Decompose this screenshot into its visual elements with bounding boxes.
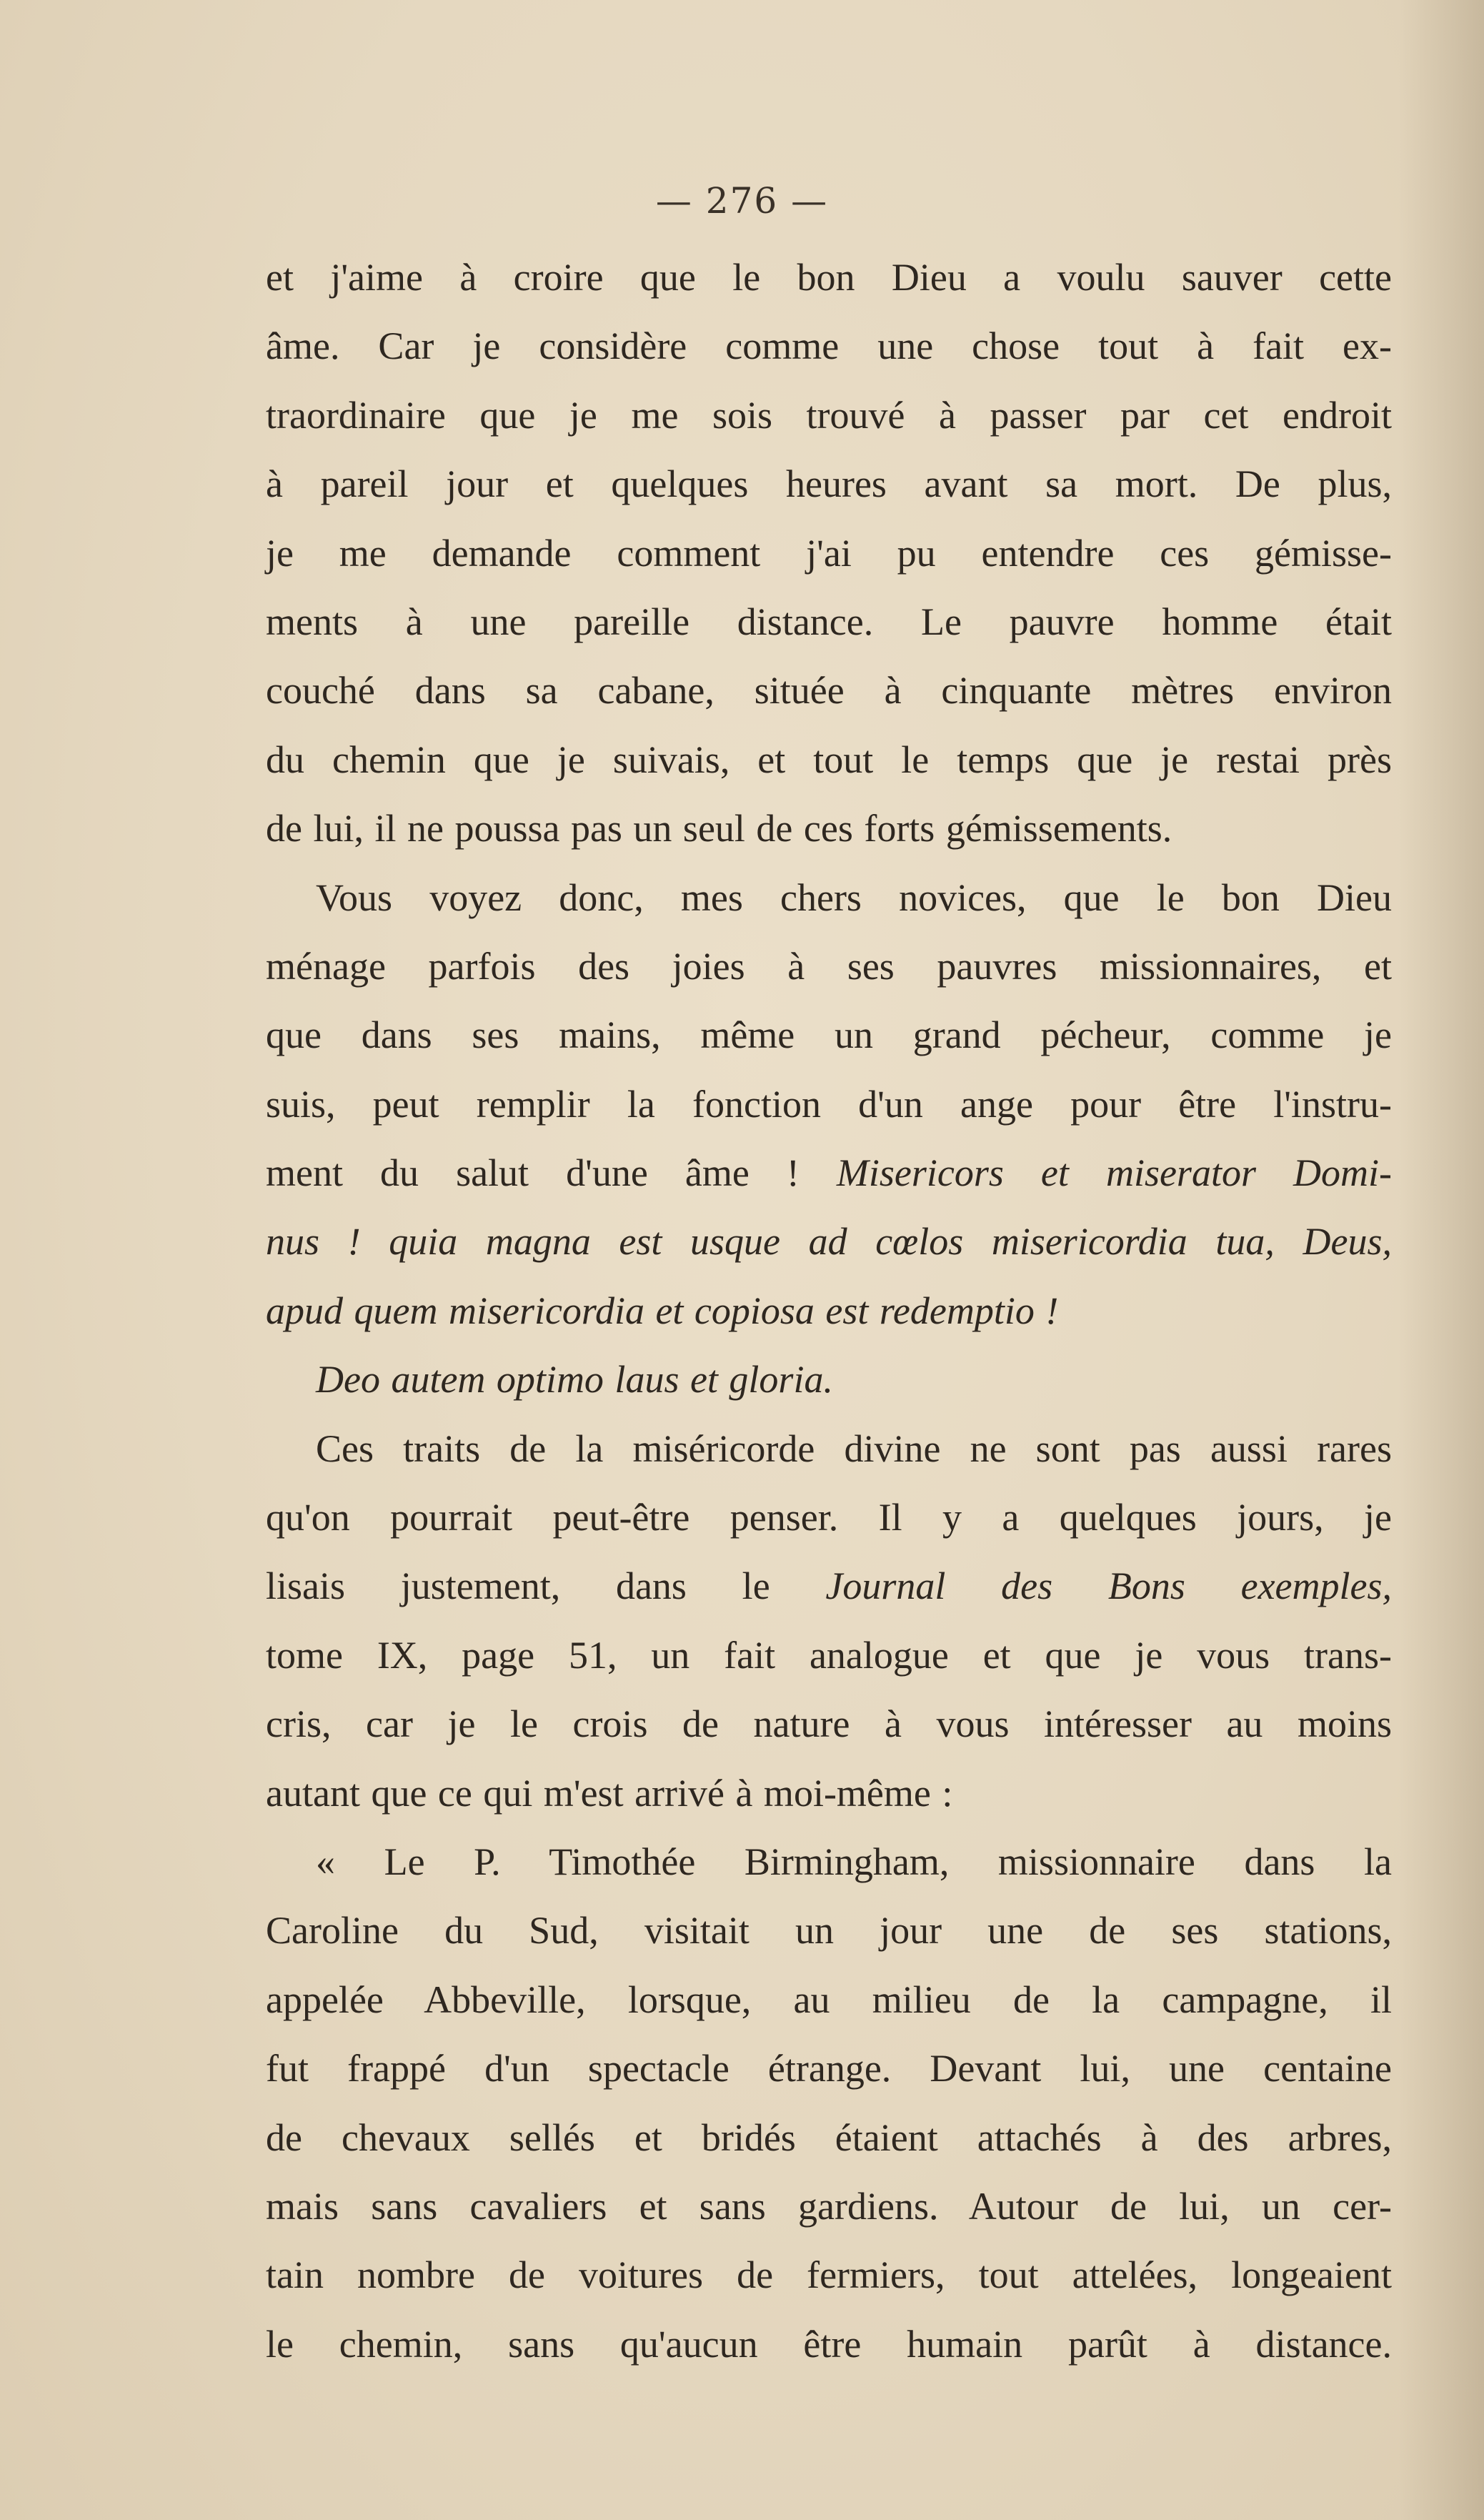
text-line: âme. Car je considère comme une chose tout à fait ex- [266,324,1392,368]
text-line: tome IX, page 51, un fait analogue et que je vous trans- [266,1633,1392,1677]
text-line: ments à une pareille distance. Le pauvre homme était [266,600,1392,643]
text-line-mixed [266,1139,1392,1207]
latin-quote-segment: Misericors et miserator Domi- [836,1151,1392,1195]
text-line: fut frappé d'un spectacle étrange. Devant lui, une centaine [266,2047,1392,2090]
text-line: couché dans sa cabane, située à cinquante mètres environ [266,669,1392,713]
latin-quote-line: apud quem misericordia et copiosa est redemptio ! [266,1289,1059,1332]
text-line: ménage parfois des joies à ses pauvres missionnaires, et [266,944,1392,988]
text-line: à pareil jour et quelques heures avant sa mort. De plus, [266,462,1392,506]
text-line: Vous voyez donc, mes chers novices, que le bon Dieu [316,875,1392,919]
text-line: et j'aime à croire que le bon Dieu a voulu sauver cette [266,256,1392,299]
text-line: traordinaire que je me sois trouvé à passer par cet endroit [266,393,1392,437]
latin-quote-line: nus ! quia magna est usque ad cœlos misericordia tua, Deus, [266,1220,1392,1264]
text-line: le chemin, sans qu'aucun être humain parût à distance. [266,2322,1392,2366]
text-line: Ces traits de la miséricorde divine ne sont pas aussi rares [316,1427,1392,1470]
text-line: je me demande comment j'ai pu entendre ces gémisse- [266,531,1392,575]
page-number: — 276 — [655,180,829,222]
text-line: appelée Abbeville, lorsque, au milieu de la campagne, il [266,1978,1392,2021]
text-line-mixed [266,1552,1392,1620]
text-line: qu'on pourrait peut-être penser. Il y a quelques jours, je [266,1496,1392,1539]
text-line: autant que ce qui m'est arrivé à moi-même : [266,1771,953,1815]
text-line: cris, car je le crois de nature à vous intéresser au moins [266,1702,1392,1746]
text-line: « Le P. Timothée Birmingham, missionnaire dans la [316,1840,1392,1883]
roman-segment: lisais justement, dans le [266,1564,826,1608]
text-line: mais sans cavaliers et sans gardiens. Autour de lui, un cer- [266,2184,1392,2228]
text-line: du chemin que je suivais, et tout le temps que je restai près [266,738,1392,781]
text-line: suis, peut remplir la fonction d'un ange pour être l'instru- [266,1082,1392,1126]
journal-title-segment: Journal des Bons exemples, [825,1564,1392,1608]
text-line: que dans ses mains, même un grand pécheur, comme je [266,1013,1392,1057]
text-line: Caroline du Sud, visitait un jour une de ses stations, [266,1909,1392,1953]
roman-segment: ment du salut d'une âme ! [266,1151,837,1195]
text-line: de lui, il ne poussa pas un seul de ces forts gémissements. [266,807,1172,850]
latin-quote-line: Deo autem optimo laus et gloria. [316,1358,833,1402]
text-line: de chevaux sellés et bridés étaient attachés à des arbres, [266,2115,1392,2159]
body-text [266,243,1392,2378]
page-edge-shadow [1398,0,1484,2520]
text-line: tain nombre de voitures de fermiers, tout attelées, longeaient [266,2253,1392,2297]
